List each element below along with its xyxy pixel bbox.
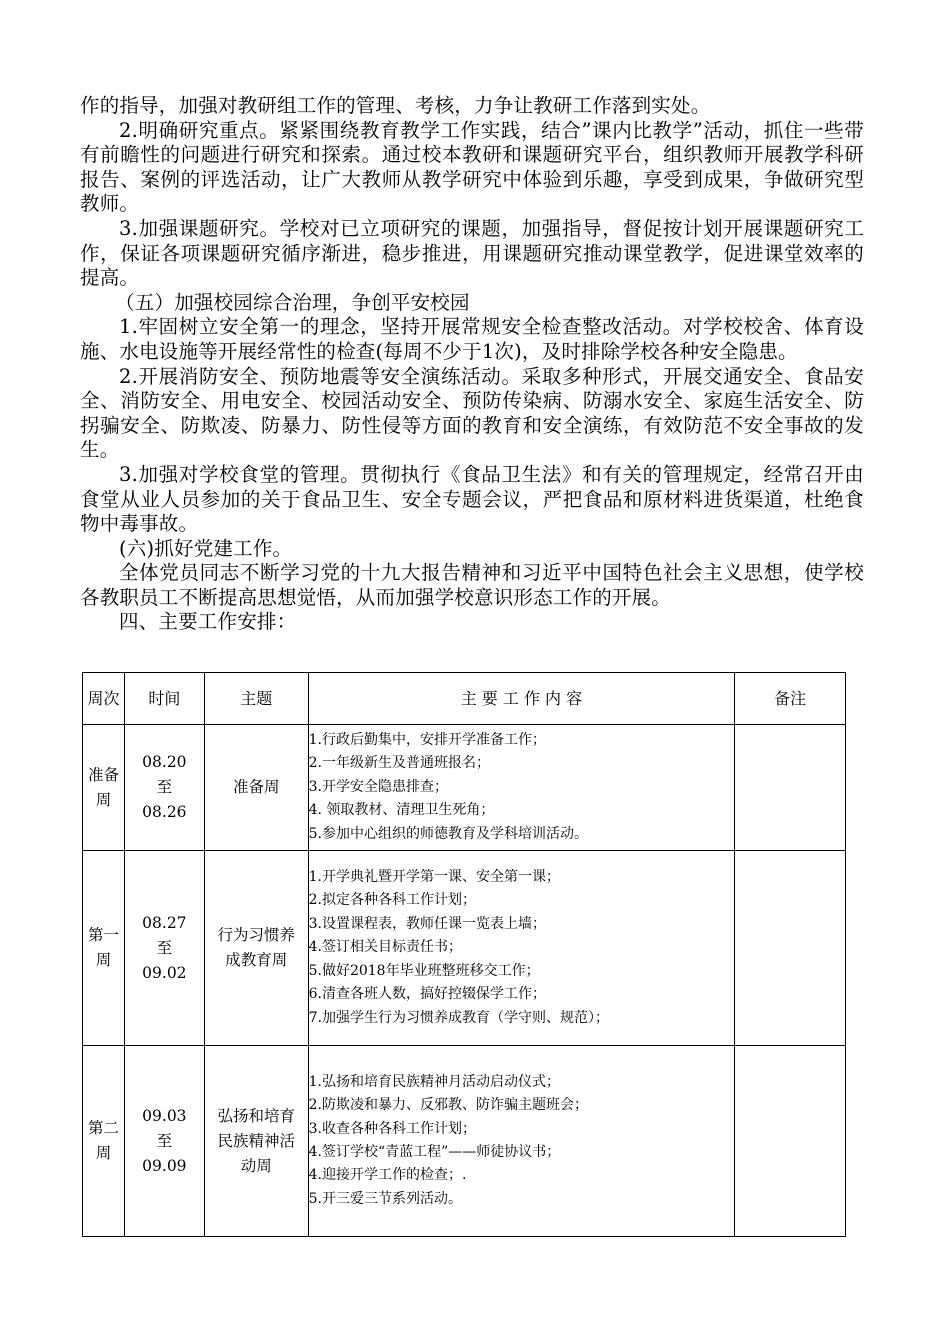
paragraph: 3.加强对学校食堂的管理。贯彻执行《食品卫生法》和有关的管理规定，经常召开由食堂从业人员参加的关于食品卫生、安全专题会议，严把食品和原材料进货渠道，杜绝食物中毒事故。	[80, 462, 864, 536]
content-item: 1.弘扬和培育民族精神月活动启动仪式；	[308, 1073, 560, 1090]
section-heading: （五）加强校园综合治理，争创平安校园	[115, 290, 470, 314]
note-cell	[735, 725, 846, 851]
date-from: 08.20	[142, 753, 187, 771]
header-week: 周次	[83, 673, 125, 725]
date-to: 09.09	[142, 1156, 187, 1175]
time-cell	[124, 1046, 204, 1237]
note-cell	[735, 851, 846, 1046]
schedule-table	[82, 672, 846, 1237]
date-to: 08.26	[142, 803, 187, 821]
content-item: 6.清查各班人数，搞好控辍保学工作；	[308, 986, 546, 1003]
date-separator: 至	[156, 1131, 173, 1150]
content-item: 2.一年级新生及普通班报名；	[308, 755, 490, 772]
section-heading: (六)抓好党建工作。	[119, 536, 293, 560]
header-theme: 主题	[204, 673, 308, 725]
week-cell: 第一周	[83, 851, 125, 1046]
theme-cell: 行为习惯养成教育周	[204, 851, 308, 1046]
content-item: 5.参加中心组织的师德教育及学科培训活动。	[308, 825, 588, 842]
paragraph: 作的指导，加强对教研组工作的管理、考核，力争让教研工作落到实处。	[80, 94, 711, 117]
header-time: 时间	[124, 673, 204, 725]
section-heading: 四、主要工作安排：	[119, 610, 297, 634]
time-cell	[124, 851, 204, 1046]
content-item: 4.签订学校“青蓝工程”——师徒协议书；	[308, 1144, 561, 1160]
paragraph: 2.明确研究重点。紧紧围绕教育教学工作实践，结合”课内比教学”活动，抓住一些带有前瞻性的问题进行研究和探索。通过校本教研和课题研究平台，组织教师开展教学科研报告、案例的评选活动，让广大教师从教学研究中体验到乐趣，享受到成果，争做研究型教师。	[80, 118, 864, 216]
week-cell: 第二周	[83, 1046, 125, 1237]
header-note: 备注	[735, 673, 846, 725]
content-item: 1.开学典礼暨开学第一课、安全第一课；	[308, 869, 560, 886]
content-cell	[308, 725, 735, 851]
date-from: 09.03	[142, 1106, 187, 1125]
content-item: 5.开三爱三节系列活动。	[308, 1190, 462, 1207]
table-row	[83, 851, 846, 1046]
paragraph: 1.牢固树立安全第一的理念，坚持开展常规安全检查整改活动。对学校校舍、体育设施、水电设施等开展经常性的检查(每周不少于1次)，及时排除学校各种安全隐患。	[80, 315, 864, 363]
table-row	[83, 1046, 846, 1237]
content-item: 1.行政后勤集中，安排开学准备工作；	[308, 731, 546, 748]
content-item: 4.签订相关目标责任书；	[308, 939, 462, 956]
paragraph: 2.开展消防安全、预防地震等安全演练活动。采取多种形式，开展交通安全、食品安全、消防安全、用电安全、校园活动安全、预防传染病、防溺水安全、家庭生活安全、防拐骗安全、防欺凌、防暴力、防性侵等方面的教育和安全演练，有效防范不安全事故的发生。	[80, 364, 864, 462]
content-item: 4. 领取教材、清理卫生死角；	[308, 802, 495, 819]
paragraph: 3.加强课题研究。学校对已立项研究的课题，加强指导，督促按计划开展课题研究工作，保证各项课题研究循序渐进，稳步推进，用课题研究推动课堂教学，促进课堂效率的提高。	[80, 216, 864, 290]
week-cell: 准备周	[83, 725, 125, 851]
theme-cell: 准备周	[204, 725, 308, 851]
note-cell	[735, 1046, 846, 1237]
theme-cell: 弘扬和培育民族精神活动周	[204, 1046, 308, 1237]
content-item: 4.迎接开学工作的检查；.	[308, 1167, 467, 1184]
date-from: 08.27	[142, 913, 187, 932]
document-body	[80, 94, 864, 635]
table-row	[83, 725, 846, 851]
content-item: 3.收查各种各科工作计划；	[308, 1120, 476, 1137]
content-item: 7.加强学生行为习惯养成教育（学守则、规范）；	[308, 1009, 609, 1026]
table-header-row	[83, 673, 846, 725]
content-item: 3.设置课程表，教师任课一览表上墙；	[308, 915, 546, 932]
content-cell	[308, 851, 735, 1046]
date-separator: 至	[156, 778, 173, 796]
date-separator: 至	[156, 938, 173, 957]
time-cell	[124, 725, 204, 851]
date-to: 09.02	[142, 963, 187, 982]
content-item: 5.做好2018年毕业班整班移交工作；	[308, 962, 540, 979]
content-item: 2.防欺凌和暴力、反邪教、防诈骗主题班会；	[308, 1097, 588, 1114]
content-cell	[308, 1046, 735, 1237]
header-content: 主 要 工 作 内 容	[308, 673, 735, 725]
paragraph: 全体党员同志不断学习党的十九大报告精神和习近平中国特色社会主义思想，使学校各教职员工不断提高思想觉悟，从而加强学校意识形态工作的开展。	[80, 561, 864, 609]
content-item: 3.开学安全隐患排查；	[308, 778, 448, 795]
content-item: 2.拟定各种各科工作计划；	[308, 892, 476, 909]
